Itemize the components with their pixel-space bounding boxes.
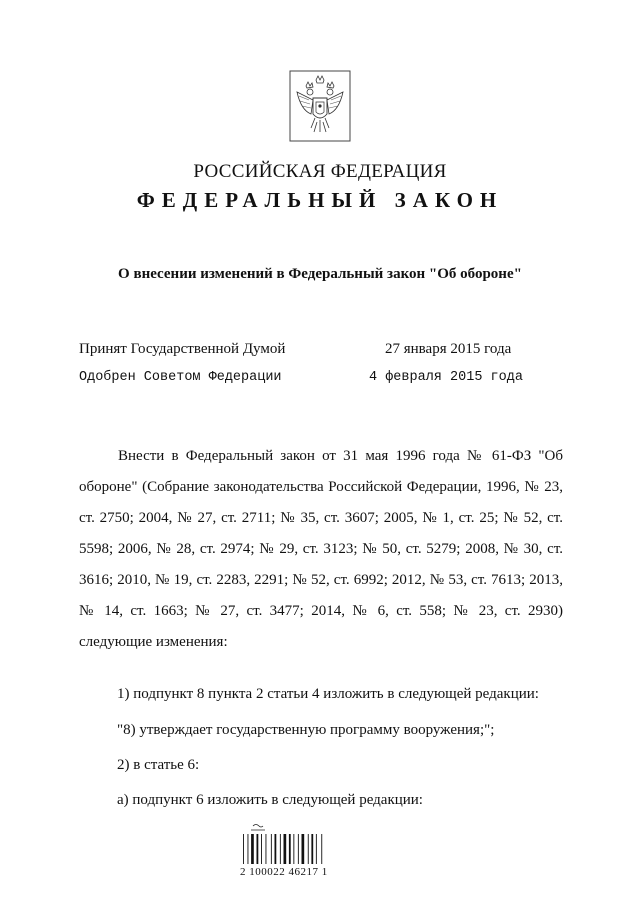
- duma-adoption-label: Принят Государственной Думой: [79, 341, 286, 357]
- law-type-heading: ФЕДЕРАЛЬНЫЙ ЗАКОН: [136, 188, 504, 212]
- council-approval-date: 4 февраля 2015 года: [369, 370, 523, 385]
- country-heading: РОССИЙСКАЯ ФЕДЕРАЦИЯ: [193, 161, 447, 182]
- amendment-item-2: 2) в статье 6:: [117, 757, 200, 773]
- amendment-item-1-text: "8) утверждает государственную программу вооружения;";: [117, 722, 495, 738]
- amendment-item-2a: а) подпункт 6 изложить в следующей редакции:: [117, 792, 423, 808]
- duma-adoption-date: 27 января 2015 года: [385, 341, 512, 357]
- coat-of-arms-emblem: [289, 70, 351, 142]
- amendment-intro-paragraph: Внести в Федеральный закон от 31 мая 1996 года № 61-ФЗ "Об обороне" (Собрание законодательства Российской Федерации, 1996, № 23, ст. 2750; 2004, № 27, ст. 2711; № 35, ст. 3607; 2005, № 1, ст. 25; № 52, ст. 5598; 2006, № 28, ст. 2974; № 29, ст. 3123; № 50, ст. 5279; 2008, № 30, ст. 3616; 2010, № 19, ст. 2283, 2291; № 52, ст. 6992; 2012, № 53, ст. 7613; 2013, № 14, ст. 1663; № 27, ст. 3477; 2014, № 6, ст. 558; № 23, ст. 2930) следующие изменения:: [79, 448, 563, 650]
- council-approval-label: Одобрен Советом Федерации: [79, 370, 282, 385]
- barcode-graphic: [237, 822, 337, 866]
- amendment-item-1: 1) подпункт 8 пункта 2 статьи 4 изложить в следующей редакции:: [117, 686, 539, 702]
- barcode-number: 2 100022 46217 1: [240, 866, 328, 878]
- law-title: О внесении изменений в Федеральный закон "Об обороне": [118, 266, 522, 282]
